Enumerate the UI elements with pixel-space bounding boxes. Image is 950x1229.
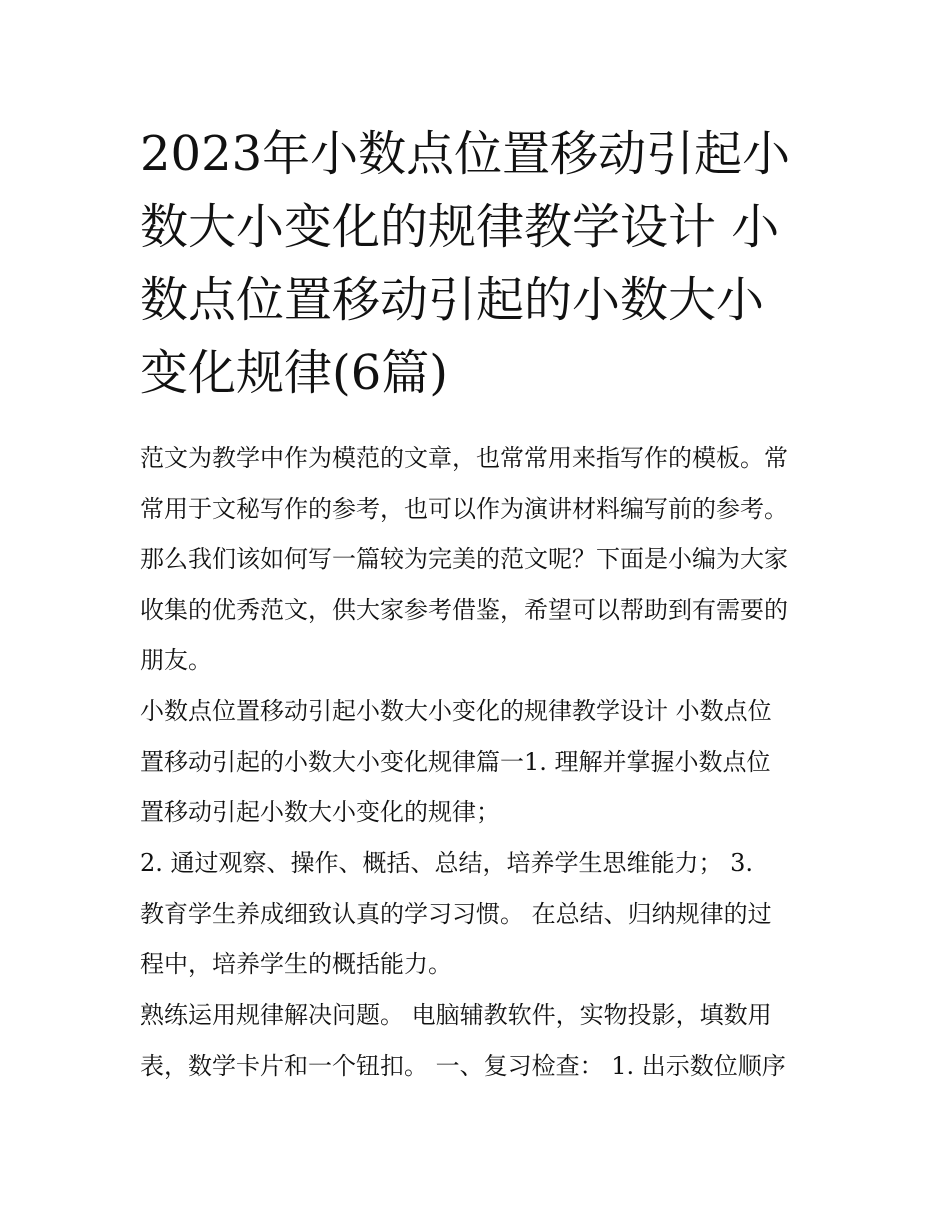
text-line: 置移动引起小数大小变化的规律； [140,798,500,826]
intro-paragraph [140,433,820,686]
text-line: 朋友。 [140,646,212,674]
text-line: 置移动引起的小数大小变化规律篇一1. 理解并掌握小数点位 [140,747,771,776]
text-line: 范文为教学中作为模范的文章，也常常用来指写作的模板。常 [140,444,788,472]
text-line: 收集的优秀范文，供大家参考借鉴，希望可以帮助到有需要的 [140,595,788,624]
text-line: 教育学生养成细致认真的学习习惯。 在总结、归纳规律的过 [140,899,772,928]
title-line: 数点位置移动引起的小数大小 [140,272,765,328]
text-line: 小数点位置移动引起小数大小变化的规律教学设计 小数点位 [140,697,772,725]
text-line: 表，数学卡片和一个钮扣。 一、复习检查： 1. 出示数位顺序 [140,1051,786,1080]
title-line: 数大小变化的规律教学设计 小 [140,199,780,255]
text-line: 那么我们该如何写一篇较为完美的范文呢？下面是小编为大家 [140,545,788,573]
text-line: 熟练运用规律解决问题。 电脑辅教软件，实物投影，填数用 [140,1001,772,1029]
text-line: 常用于文秘写作的参考，也可以作为演讲材料编写前的参考。 [140,494,788,523]
text-line: 程中，培养学生的概括能力。 [140,950,452,978]
materials-paragraph [140,990,820,1091]
objectives-paragraph [140,838,820,990]
lesson-heading-paragraph [140,686,820,838]
title-line: 变化规律(6篇) [140,345,448,401]
title-line: 2023年小数点位置移动引起小 [140,126,791,182]
text-line: 2. 通过观察、操作、概括、总结，培养学生思维能力； 3. [140,849,754,877]
document-title [140,118,820,410]
